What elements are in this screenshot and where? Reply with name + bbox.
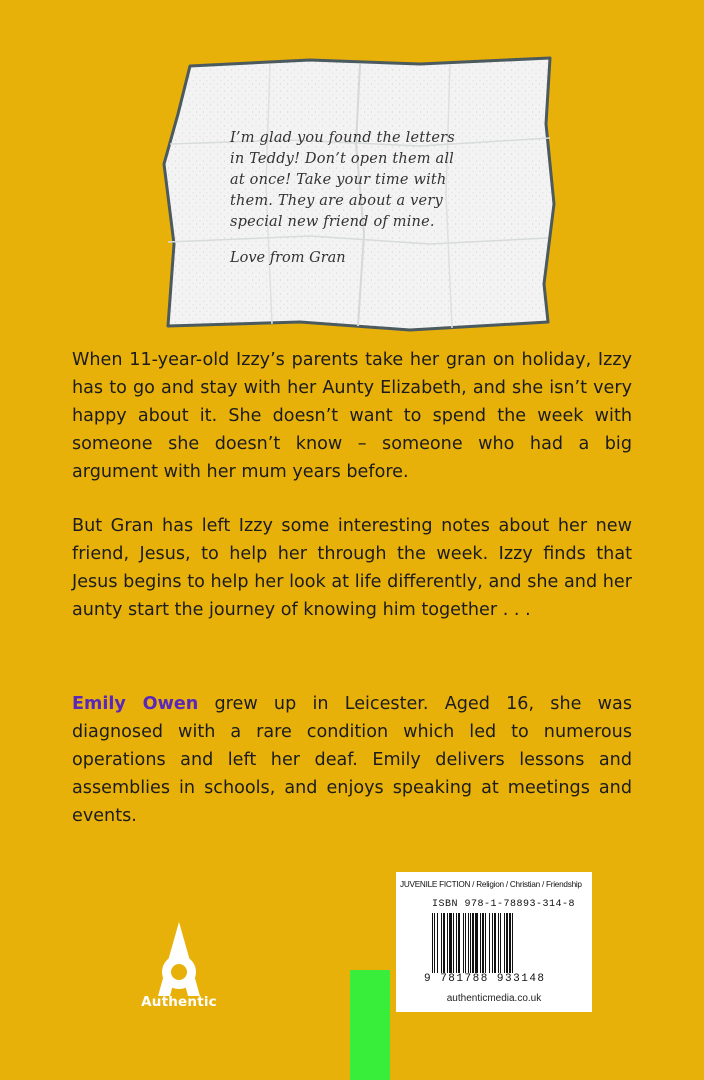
note-message xyxy=(230,128,530,233)
note-line: at once! Take your time with xyxy=(230,172,447,188)
isbn-text: ISBN 978-1-78893-314-8 xyxy=(432,899,576,910)
author-bio-text: grew up in Leicester. Aged 16, she was diagnosed with a rare condition which led to numerous operations and left her deaf. Emily delivers lessons and assemblies in schools, and enjoys speaking at meetings and events. xyxy=(72,694,632,826)
note-line: them. They are about a very xyxy=(230,193,443,209)
blurb-paragraph-2: But Gran has left Izzy some interesting notes about her new friend, Jesus, to help her through the week. Izzy finds that Jesus begins to help her look at life differently, and she and her aunty start the journey of knowing him together . . . xyxy=(72,516,632,620)
note-line: in Teddy! Don’t open them all xyxy=(230,151,455,167)
author-name: Emily Owen xyxy=(72,694,199,714)
book-category: JUVENILE FICTION / Religion / Christian / Friendship xyxy=(400,880,582,889)
publisher-website: authenticmedia.co.uk xyxy=(446,993,542,1004)
publisher-name: Authentic xyxy=(141,994,217,1010)
barcode-icon xyxy=(432,913,556,973)
author-bio xyxy=(72,690,632,830)
gran-note xyxy=(160,54,558,336)
note-signoff: Love from Gran xyxy=(230,250,346,266)
barcode-box xyxy=(396,872,592,1012)
blurb-paragraph-1: When 11-year-old Izzy’s parents take her gran on holiday, Izzy has to go and stay with her Aunty Elizabeth, and she isn’t very happy about it. She doesn’t want to spend the week with someone she doesn’t know – someone who had a big argument with her mum years before. xyxy=(72,350,632,482)
note-line: I’m glad you found the letters xyxy=(230,130,455,146)
note-line: special new friend of mine. xyxy=(230,214,435,230)
barcode-digits: 9 781788 933148 xyxy=(424,973,546,985)
green-spine-bar xyxy=(350,970,390,1080)
